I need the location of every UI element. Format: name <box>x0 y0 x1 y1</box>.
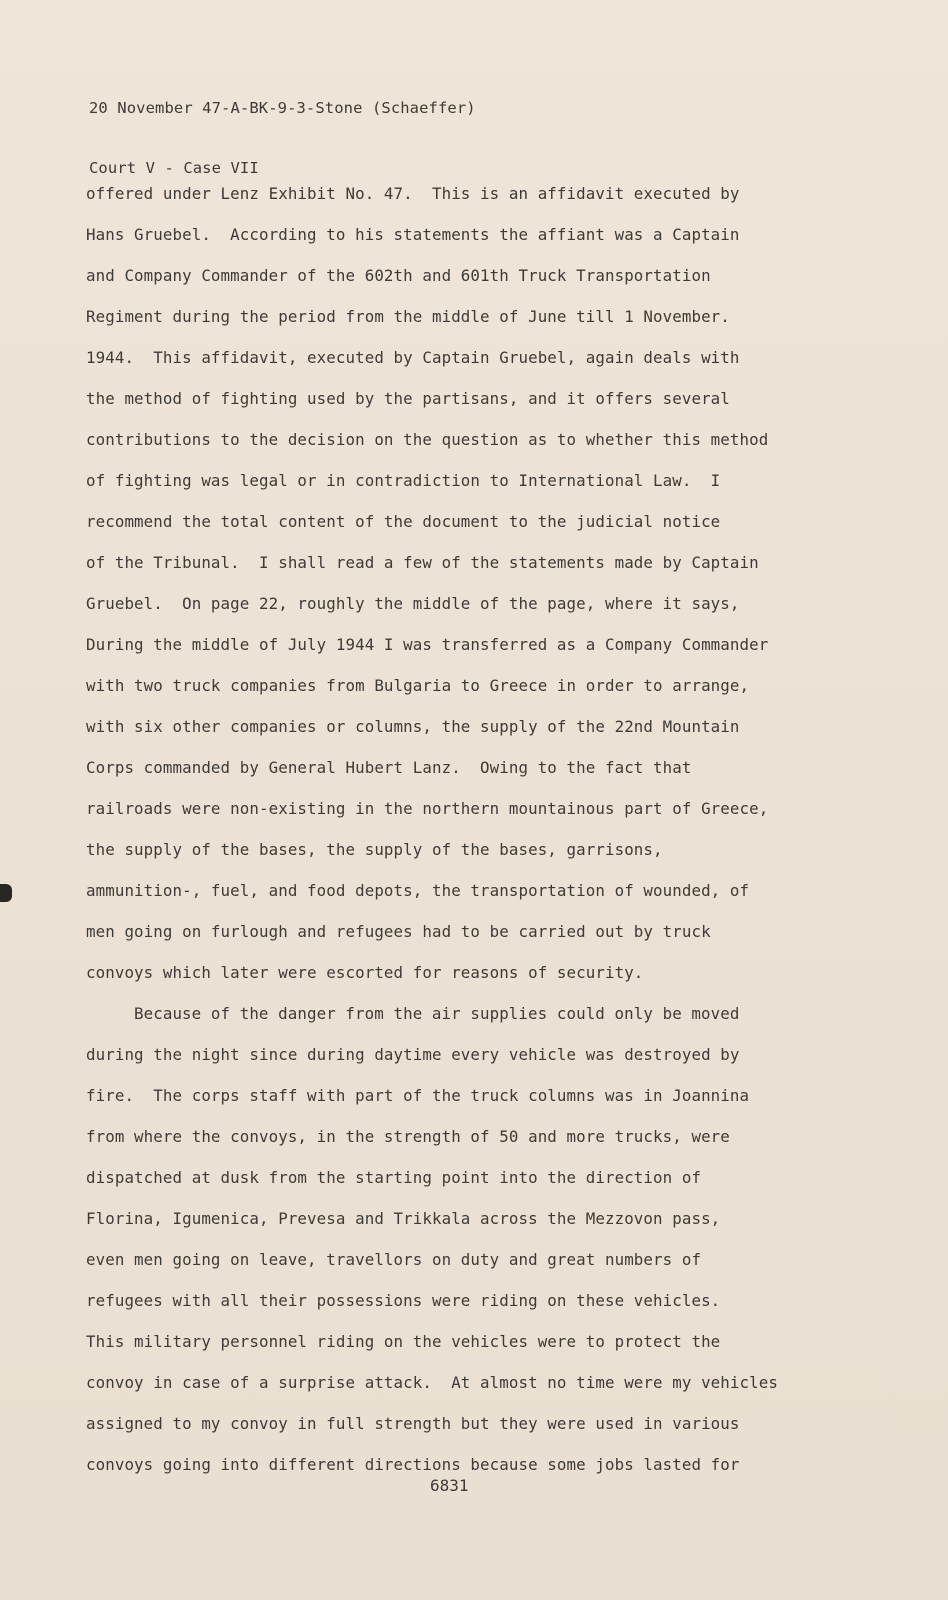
text-line: the supply of the bases, the supply of the bases, garrisons, <box>86 840 663 859</box>
binding-mark <box>0 884 12 902</box>
text-line: with six other companies or columns, the supply of the 22nd Mountain <box>86 717 740 736</box>
text-line: ammunition-, fuel, and food depots, the transportation of wounded, of <box>86 881 750 900</box>
text-line: railroads were non-existing in the northern mountainous part of Greece, <box>86 799 769 818</box>
text-line: Regiment during the period from the middle of June till 1 November. <box>86 307 730 326</box>
text-line: Hans Gruebel. According to his statements the affiant was a Captain <box>86 225 740 244</box>
text-line: Corps commanded by General Hubert Lanz. Owing to the fact that <box>86 758 692 777</box>
transcript-body <box>86 182 916 1494</box>
text-line: Florina, Igumenica, Prevesa and Trikkala across the Mezzovon pass, <box>86 1209 721 1228</box>
text-line: even men going on leave, travellors on duty and great numbers of <box>86 1250 702 1269</box>
text-line: assigned to my convoy in full strength but they were used in various <box>86 1414 740 1433</box>
text-line: and Company Commander of the 602th and 601th Truck Transportation <box>86 266 711 285</box>
text-line: Gruebel. On page 22, roughly the middle of the page, where it says, <box>86 594 740 613</box>
text-line: During the middle of July 1944 I was transferred as a Company Commander <box>86 635 769 654</box>
text-line: dispatched at dusk from the starting point into the direction of <box>86 1168 702 1187</box>
text-line: recommend the total content of the document to the judicial notice <box>86 512 721 531</box>
paragraph-start-line: Because of the danger from the air supplies could only be moved <box>134 1004 740 1023</box>
text-line: of the Tribunal. I shall read a few of the statements made by Captain <box>86 553 759 572</box>
text-line: refugees with all their possessions were riding on these vehicles. <box>86 1291 721 1310</box>
text-line: fire. The corps staff with part of the truck columns was in Joannina <box>86 1086 750 1105</box>
text-line: men going on furlough and refugees had to be carried out by truck <box>86 922 711 941</box>
text-line: This military personnel riding on the vehicles were to protect the <box>86 1332 721 1351</box>
page-number: 6831 <box>430 1476 469 1495</box>
text-line: from where the convoys, in the strength of 50 and more trucks, were <box>86 1127 730 1146</box>
text-line: convoy in case of a surprise attack. At almost no time were my vehicles <box>86 1373 778 1392</box>
text-line: convoys which later were escorted for reasons of security. <box>86 963 644 982</box>
text-line: during the night since during daytime every vehicle was destroyed by <box>86 1045 740 1064</box>
text-line: with two truck companies from Bulgaria to Greece in order to arrange, <box>86 676 750 695</box>
text-line: offered under Lenz Exhibit No. 47. This is an affidavit executed by <box>86 184 740 203</box>
text-line: 1944. This affidavit, executed by Captain Gruebel, again deals with <box>86 348 740 367</box>
text-line: contributions to the decision on the question as to whether this method <box>86 430 769 449</box>
header-line-court-case: Court V - Case VII <box>89 159 259 177</box>
text-line: convoys going into different directions because some jobs lasted for <box>86 1455 740 1474</box>
header-line-date-reference: 20 November 47-A-BK-9-3-Stone (Schaeffer) <box>89 99 476 117</box>
text-line: of fighting was legal or in contradiction to International Law. I <box>86 471 721 490</box>
text-line: the method of fighting used by the partisans, and it offers several <box>86 389 730 408</box>
